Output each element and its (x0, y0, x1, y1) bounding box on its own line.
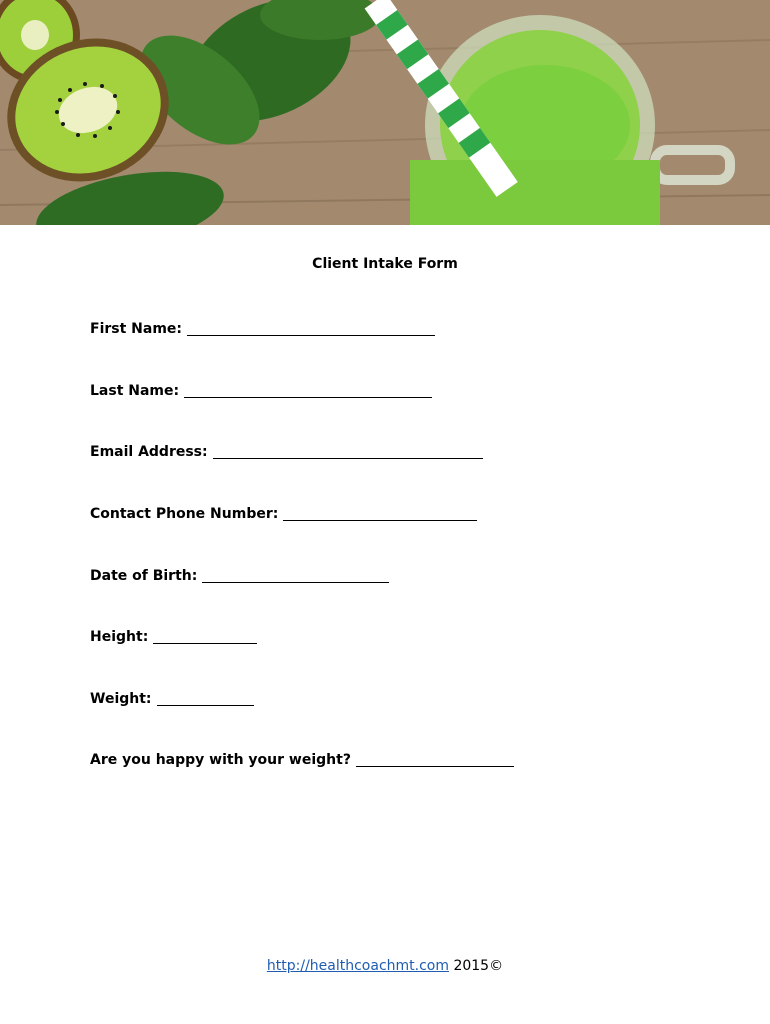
date-of-birth-blank[interactable] (202, 568, 389, 583)
height-field (90, 626, 257, 645)
weight-label: Weight: (90, 691, 152, 707)
weight-blank[interactable] (157, 691, 254, 706)
footer-copyright: 2015© (449, 958, 504, 974)
footer-website-link[interactable]: http://healthcoachmt.com (266, 958, 449, 974)
first-name-field (90, 318, 435, 337)
contact-phone-field (90, 503, 477, 522)
date-of-birth-label: Date of Birth: (90, 568, 198, 584)
weight-happiness-field (90, 749, 514, 768)
height-blank[interactable] (153, 629, 257, 644)
last-name-field (90, 380, 432, 399)
footer (0, 958, 770, 974)
email-address-blank[interactable] (213, 444, 483, 459)
email-address-label: Email Address: (90, 444, 208, 460)
contact-phone-blank[interactable] (283, 506, 477, 521)
email-address-field (90, 441, 483, 460)
date-of-birth-field (90, 565, 389, 584)
height-label: Height: (90, 629, 149, 645)
first-name-label: First Name: (90, 321, 183, 337)
weight-happiness-blank[interactable] (356, 752, 514, 767)
last-name-blank[interactable] (184, 383, 432, 398)
weight-field (90, 688, 254, 707)
contact-phone-label: Contact Phone Number: (90, 506, 279, 522)
weight-happiness-label: Are you happy with your weight? (90, 752, 351, 768)
first-name-blank[interactable] (187, 321, 435, 336)
last-name-label: Last Name: (90, 383, 180, 399)
header-banner-image (0, 0, 770, 225)
form-title: Client Intake Form (312, 256, 458, 272)
